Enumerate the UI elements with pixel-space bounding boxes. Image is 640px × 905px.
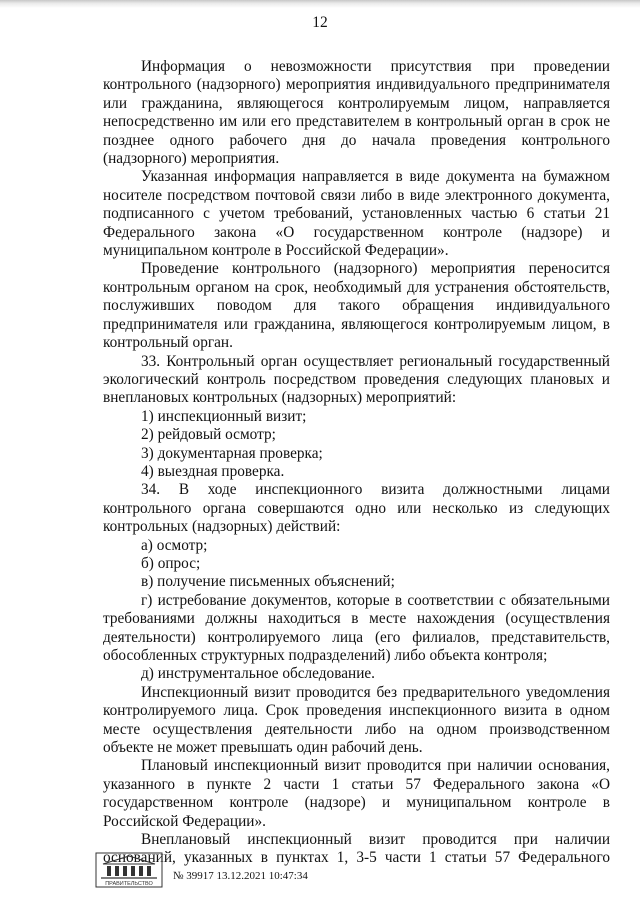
paragraph: г) истребование документов, которые в соответствии с обязательными требованиями должны находиться в месте нахождения (осуществления деятельности) контролируемого лица (его филиалов, представительств, обособленных структурных подразделений) либо объекта контроля;: [103, 591, 610, 664]
paragraph: Проведение контрольного (надзорного) мероприятия переносится контрольным органом на срок, необходимый для устранения обстоятельств, послуживших поводом для такого обращения индивидуального предпринимателя или гражданина, являющегося контролируемым лицом, в контрольный орган.: [103, 260, 610, 352]
paragraph: 34. В ходе инспекционного визита должностными лицами контрольного органа совершаются одно или несколько из следующих контрольных (надзорных) действий:: [103, 481, 610, 536]
list-item: 2) рейдовый осмотр;: [141, 426, 276, 444]
scan-edge-shadow: [0, 0, 640, 8]
list-item: д) инструментальное обследование.: [141, 665, 375, 683]
government-seal-icon: [95, 852, 163, 888]
list-item: б) опрос;: [141, 554, 201, 572]
list-item: 1) инспекционный визит;: [141, 407, 307, 425]
list-item: 4) выездная проверка.: [141, 462, 285, 480]
list-item: а) осмотр;: [141, 536, 208, 554]
paragraph: Указанная информация направляется в виде документа на бумажном носителе посредством почтовой связи либо в виде электронного документа, подписанного с учетом требований, установленных частью 6 статьи 21 Федерального закона «О государственном контроле (надзоре) и муниципальном контроле в Российской Федерации».: [103, 168, 610, 260]
paragraph: Плановый инспекционный визит проводится при наличии основания, указанного в пункте 2 части 1 статьи 57 Федерального закона «О государственном контроле (надзоре) и муниципальном контроле в Российской Федерации».: [103, 757, 610, 830]
document-registration-id: № 39917 13.12.2021 10:47:34: [173, 870, 308, 882]
footer: [95, 852, 395, 892]
list-item: в) получение письменных объяснений;: [141, 573, 395, 591]
paragraph: Внеплановый инспекционный визит проводится при наличии оснований, указанных в пунктах 1, 3-5 части 1 статьи 57 Федерального: [103, 831, 610, 867]
list-item: 3) документарная проверка;: [141, 444, 323, 462]
paragraph: 33. Контрольный орган осуществляет региональный государственный экологический контроль посредством проведения следующих плановых и внеплановых контрольных (надзорных) мероприятий:: [103, 352, 610, 407]
paragraph: Инспекционный визит проводится без предварительного уведомления контролируемого лица. Срок проведения инспекционного визита в одном месте осуществления деятельности либо на одном производственном объекте не может превышать один рабочий день.: [103, 683, 610, 757]
paragraph: Информация о невозможности присутствия при проведении контрольного (надзорного) мероприятия индивидуального предпринимателя или гражданина, являющегося контролируемым лицом, направляется непосредственно им или его представителем в контрольный орган в срок не позднее одного рабочего дня до начала проведения контрольного (надзорного) мероприятия.: [103, 58, 610, 168]
seal-text: ПРАВИТЕЛЬСТВО: [105, 881, 153, 887]
document-body: [103, 58, 610, 868]
page-number: 12: [312, 14, 328, 31]
